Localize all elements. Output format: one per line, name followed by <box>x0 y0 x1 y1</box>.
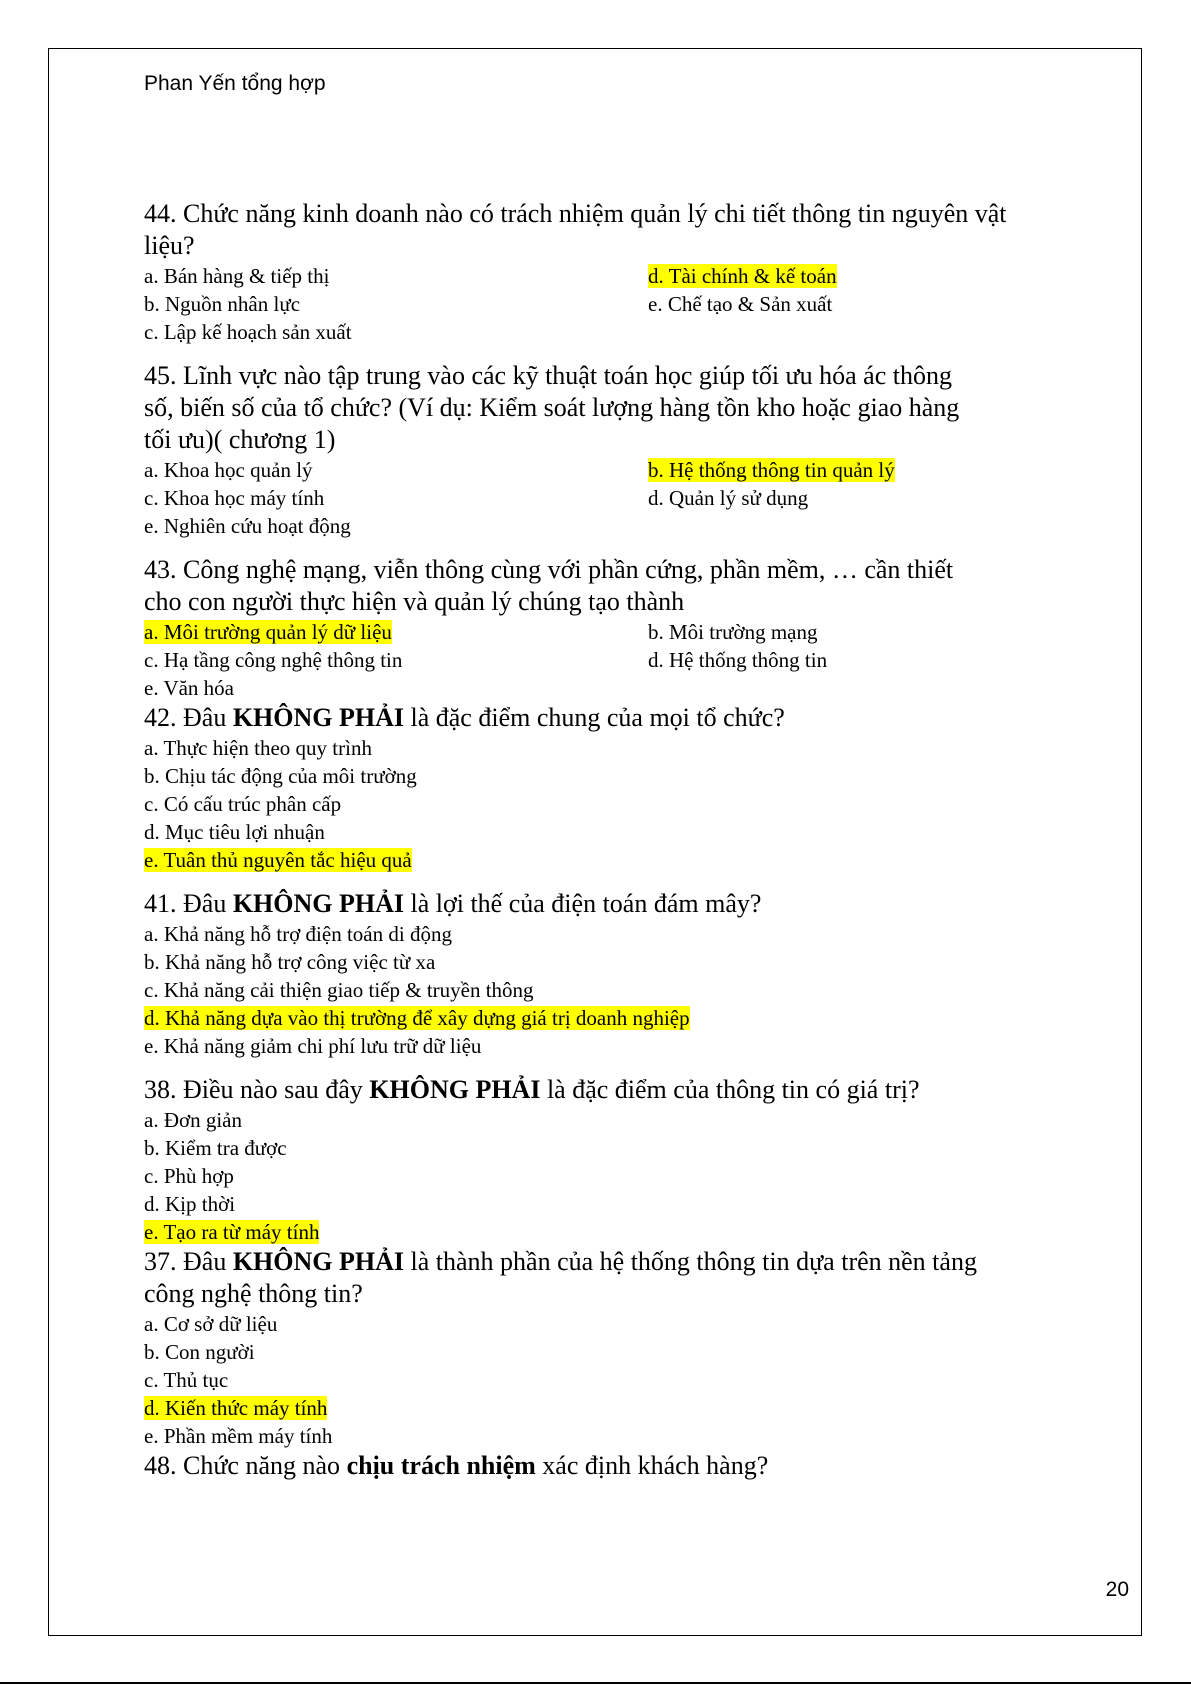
option-e: e. Văn hóa <box>144 676 234 700</box>
question-44: 44. Chức năng kinh doanh nào có trách nhiệm quản lý chi tiết thông tin nguyên vật liệu? <box>144 199 1007 260</box>
option-a: a. Thực hiện theo quy trình <box>144 736 372 760</box>
option-c: c. Có cấu trúc phân cấp <box>144 792 342 816</box>
page-header: Phan Yến tổng hợp <box>144 72 326 95</box>
option-d: d. Kịp thời <box>144 1192 236 1216</box>
question-45-line2: số, biến số của tổ chức? (Ví dụ: Kiểm soát lượng hàng tồn kho hoặc giao hàng <box>144 393 960 422</box>
question-43-line1: 43. Công nghệ mạng, viễn thông cùng với phần cứng, phần mềm, … cần thiết <box>144 555 954 584</box>
question-42: 42. Đâu KHÔNG PHẢI là đặc điểm chung của mọi tổ chức? <box>144 703 785 732</box>
footer-divider <box>0 1682 1191 1684</box>
option-b-answer: b. Hệ thống thông tin quản lý <box>648 458 895 482</box>
option-e: e. Nghiên cứu hoạt động <box>144 514 351 538</box>
option-c: c. Phù hợp <box>144 1164 234 1188</box>
question-45-line1: 45. Lĩnh vực nào tập trung vào các kỹ thuật toán học giúp tối ưu hóa ác thông <box>144 361 952 390</box>
option-d: d. Quản lý sử dụng <box>648 486 809 510</box>
option-e-answer: e. Tạo ra từ máy tính <box>144 1220 320 1244</box>
option-c: c. Khả năng cải thiện giao tiếp & truyền thông <box>144 978 534 1002</box>
question-37: 37. Đâu KHÔNG PHẢI là thành phần của hệ thống thông tin dựa trên nền tảng <box>144 1247 977 1276</box>
options-row <box>144 290 1054 318</box>
option-c: c. Thủ tục <box>144 1368 229 1392</box>
question-38: 38. Điều nào sau đây KHÔNG PHẢI là đặc điểm của thông tin có giá trị? <box>144 1075 920 1104</box>
option-a: a. Cơ sở dữ liệu <box>144 1312 278 1336</box>
option-e: e. Khả năng giảm chi phí lưu trữ dữ liệu <box>144 1034 482 1058</box>
options-row <box>144 456 1054 484</box>
option-a: a. Khả năng hỗ trợ điện toán di động <box>144 922 452 946</box>
option-d: d. Mục tiêu lợi nhuận <box>144 820 325 844</box>
option-a: a. Khoa học quản lý <box>144 458 313 482</box>
option-b: b. Môi trường mạng <box>648 620 818 644</box>
option-c: c. Hạ tầng công nghệ thông tin <box>144 648 403 672</box>
option-d-answer: d. Kiến thức máy tính <box>144 1396 328 1420</box>
option-b: b. Chịu tác động của môi trường <box>144 764 417 788</box>
question-41: 41. Đâu KHÔNG PHẢI là lợi thế của điện toán đám mây? <box>144 889 762 918</box>
option-e: e. Phần mềm máy tính <box>144 1424 333 1448</box>
option-b: b. Con người <box>144 1340 255 1364</box>
option-b: b. Khả năng hỗ trợ công việc từ xa <box>144 950 436 974</box>
option-b: b. Nguồn nhân lực <box>144 292 301 316</box>
question-37-line2: công nghệ thông tin? <box>144 1279 363 1308</box>
option-a: a. Bán hàng & tiếp thị <box>144 264 330 288</box>
question-48: 48. Chức năng nào chịu trách nhiệm xác định khách hàng? <box>144 1451 769 1480</box>
option-a-answer: a. Môi trường quản lý dữ liệu <box>144 620 392 644</box>
option-e: e. Chế tạo & Sản xuất <box>648 292 833 316</box>
option-a: a. Đơn giản <box>144 1108 242 1132</box>
option-c: c. Khoa học máy tính <box>144 486 325 510</box>
options-row <box>144 618 1054 646</box>
option-d-answer: d. Tài chính & kế toán <box>648 264 837 288</box>
option-c: c. Lập kế hoạch sản xuất <box>144 320 352 344</box>
options-row <box>144 646 1054 674</box>
question-43-line2: cho con người thực hiện và quản lý chúng tạo thành <box>144 587 685 616</box>
question-45-line3: tối ưu)( chương 1) <box>144 425 336 454</box>
option-d: d. Hệ thống thông tin <box>648 648 828 672</box>
option-b: b. Kiểm tra được <box>144 1136 287 1160</box>
option-d-answer: d. Khả năng dựa vào thị trường để xây dựng giá trị doanh nghiệp <box>144 1006 690 1030</box>
question-list <box>144 198 1054 1482</box>
option-e-answer: e. Tuân thủ nguyên tắc hiệu quả <box>144 848 412 872</box>
options-row <box>144 484 1054 512</box>
options-row <box>144 262 1054 290</box>
page-number: 20 <box>1105 1578 1129 1601</box>
